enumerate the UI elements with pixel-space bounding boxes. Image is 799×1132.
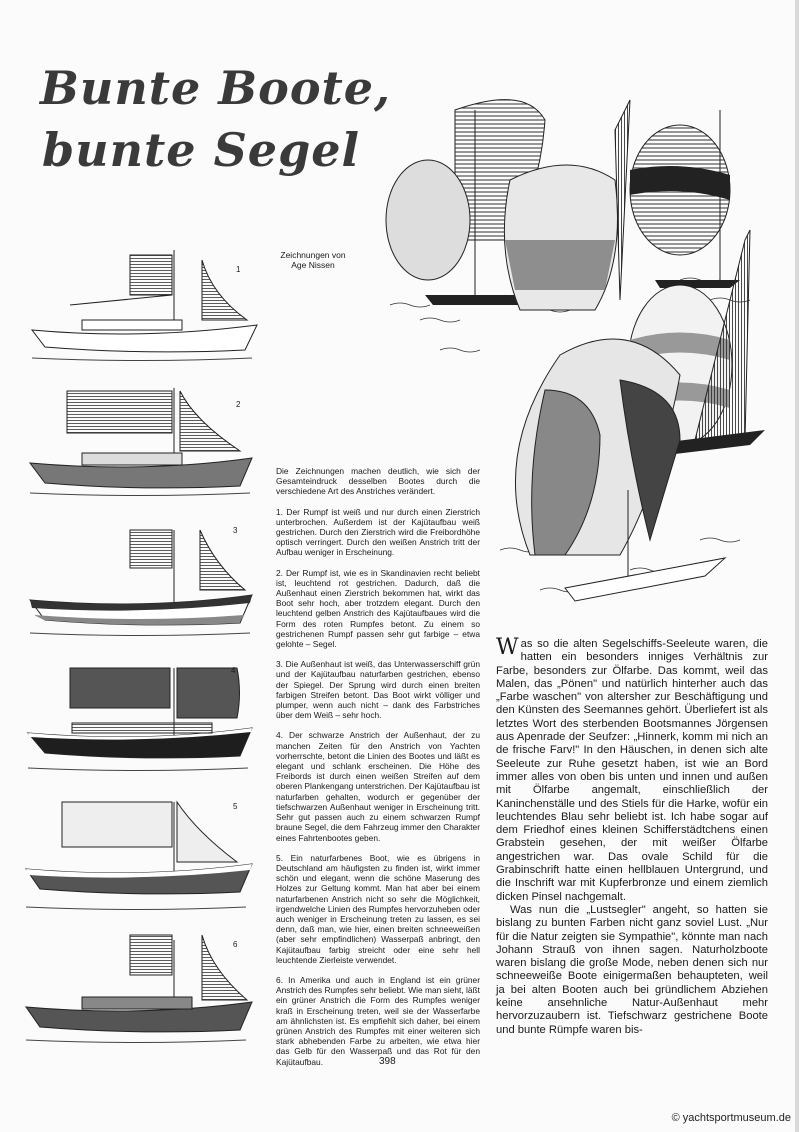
article-paragraph-1-text: as so die alten Segelschiffs-Seeleute waren, die hatten ein besonders inniges Verhältnis zur Farbe, besonders zur Ölfarbe. Das kommt, weil das Malen, das „Pönen" und natürlich hinterher auch das „Farbe waschen" von altersher zur Beschäftigung und den Künsten des Seemannes gehört. Überliefert ist als letztes Wort des sterbenden Bootsmannes Jörgensen aus Apenrade der Seufzer: „Hinnerk, komm mi nich an de frische Farv!" In den Häuschen, in denen sich alte Seeleute zur Ruhe gesetzt haben, ist wie an Bord immer alles von oben bis unten und innen und außen mit Ölfarbe angemalt, einschließlich der Kaninchenställe und des Stiels für die Harke, wofür ein leuchtendes Blau sehr beliebt ist. Ich habe sogar auf dem Friedhof eines kleinen Schifferstädtchens einen Grabstein gesehen, der mit weißer Ölfarbe angestrichen war. Das ovale Schild für die Grabinschrift hatte einen hellblauen Untergrund, und die Inschrift war mit Kupferbronze und einem ziemlich dicken Pinsel nachgemalt. [496,638,768,903]
caption-6: 6. In Amerika und auch in England ist ein grüner Anstrich des Rumpfes sehr beliebt. Wie man sieht, läßt ein grüner Anstrich die Form des Rumpfes weniger kraß in Erscheinung treten, weil sie der Wasserfarbe am ähnlichsten ist. Es empfiehlt sich daher, bei einem grünen Anstrich des Rumpfes mit einer weiteren sich stark abhebenden Farbe zu arbeiten, wie etwa hier das Gelb für den Wasserpaß und das Rot für den Kajütaufbau. [276,974,480,1067]
caption-column [276,466,480,1077]
boat-number-5: 5 [233,802,238,811]
page-edge [795,0,799,1132]
spinnaker-boat-3 [630,110,740,288]
illustration-credit [268,250,358,270]
caption-3: 3. Die Außenhaut ist weiß, das Unterwasserschiff grün und der Kajütaufbau naturfarben gestrichen, ebenso der Spiegel. Der Sprung wird durch einen breiten farbigen Streifen betont. Das Boot wirkt völliger und plumper, wenn auch nicht – dank des Farbstriches über dem Weiß – sehr hoch. [276,659,480,721]
title-line-2: bunte Segel [42,123,360,177]
boat-6-green-hull [26,935,252,1043]
boat-5-natural-hull [26,802,252,910]
caption-1: 1. Der Rumpf ist weiß und nur durch einen Zierstrich unterbrochen. Außerdem ist der Kajütaufbau weiß gestrichen. Durch den Zierstrich wird die Freibordhöhe optisch verringert. Durch den weißen Anstrich tritt der Aufbau weniger in Erscheinung. [276,506,480,558]
caption-4: 4. Der schwarze Anstrich der Außenhaut, der zu manchen Zeiten für den Anstrich von Yachten vorherrschte, betont die Linien des Bootes und läßt es elegant und schlank erscheinen. Die Höhe des Freibords ist durch einen weißen Streifen auf dem oberen Plankengang unterstrichen. Der Kajütaufbau ist naturfarben gehalten, wodurch er gegenüber der tiefschwarzen Außenhaut weniger in Erscheinung tritt. Sehr gut passen auch zu einem schwarzen Rumpf braune Segel, die dem Fahrzeug immer den Charakter eines Fahrtenbootes geben. [276,730,480,843]
boat-number-3: 3 [233,526,238,535]
credit-line-2: Age Nissen [291,260,335,270]
drop-cap: W [496,635,519,660]
article-paragraph-2: Was nun die „Lustsegler" angeht, so hatten sie bislang zu bunten Farben nicht ganz soviel Lust. „Nur für die Natur zeigten sie Sympathie", könnte man nach Johann Strauß von ihnen sagen. Naturholzboote waren bislang die große Mode, neben denen sich nur schneeweiße Boote einigermaßen behaupteten, weil ja bei alten Booten auch bei gründlichem Abziehen keine ansehnliche Natur-Außenhaut mehr hervorzuzaubern ist. Tiefschwarz gestrichene Boote und bunte Rümpfe waren bis- [496,903,768,1036]
hull-paint-examples-illustration [22,245,262,1050]
credit-line-1: Zeichnungen von [280,250,346,260]
caption-5: 5. Ein naturfarbenes Boot, wie es übrigens in Deutschland am häufigsten zu finden ist, wirkt immer schön und elegant, wenn die schöne Maserung des Holzes zur Geltung kommt. Man hat aber bei einem naturfarbenen Anstrich nicht so sehr die Möglichkeit, irgendwelche Linien des Rumpfes hervorzuheben oder auch weniger in Erscheinung treten zu lassen, es sei denn, daß man, wie hier, einen breiten schneeweißen (aber sehr empfindlichen) Wasserpaß anbringt, den Kajütaufbau farbig streicht oder eine sehr hell leuchtende Zierleiste verwendet. [276,852,480,965]
article-title [40,62,391,176]
boat-number-6: 6 [233,940,238,949]
boat-number-2: 2 [236,400,241,409]
article-body [496,635,768,1037]
boat-number-1: 1 [236,265,241,274]
boat-4-black-hull [28,668,252,771]
boat-2-red-hull [30,388,252,496]
watermark: © yachtsportmuseum.de [671,1112,791,1124]
boat-3-white-green-hull [30,530,252,636]
boat-number-4: 4 [231,666,236,675]
article-paragraph-1 [496,635,768,904]
page-number: 398 [379,1056,396,1067]
caption-2: 2. Der Rumpf ist, wie es in Skandinavien recht beliebt ist, leuchtend rot gestrichen. Dadurch, daß die Außenhaut einen Zierstrich bekommen hat, wirkt das Boot sehr hoch, aber trotzdem elegant. Durch den leuchtend gelben Anstrich des Kajütaufbaues wird die Form des roten Rumpfes betont. Zu einem so gestrichenen Rumpf passen sehr gut farbige – etwa gelohte – Segel. [276,567,480,650]
boat-1-white-hull [32,250,257,361]
title-line-1: Bunte Boote, [40,61,392,115]
caption-intro: Die Zeichnungen machen deutlich, wie sich der Gesamteindruck desselben Bootes durch die verschiedene Art des Anstriches verändert. [276,466,480,497]
